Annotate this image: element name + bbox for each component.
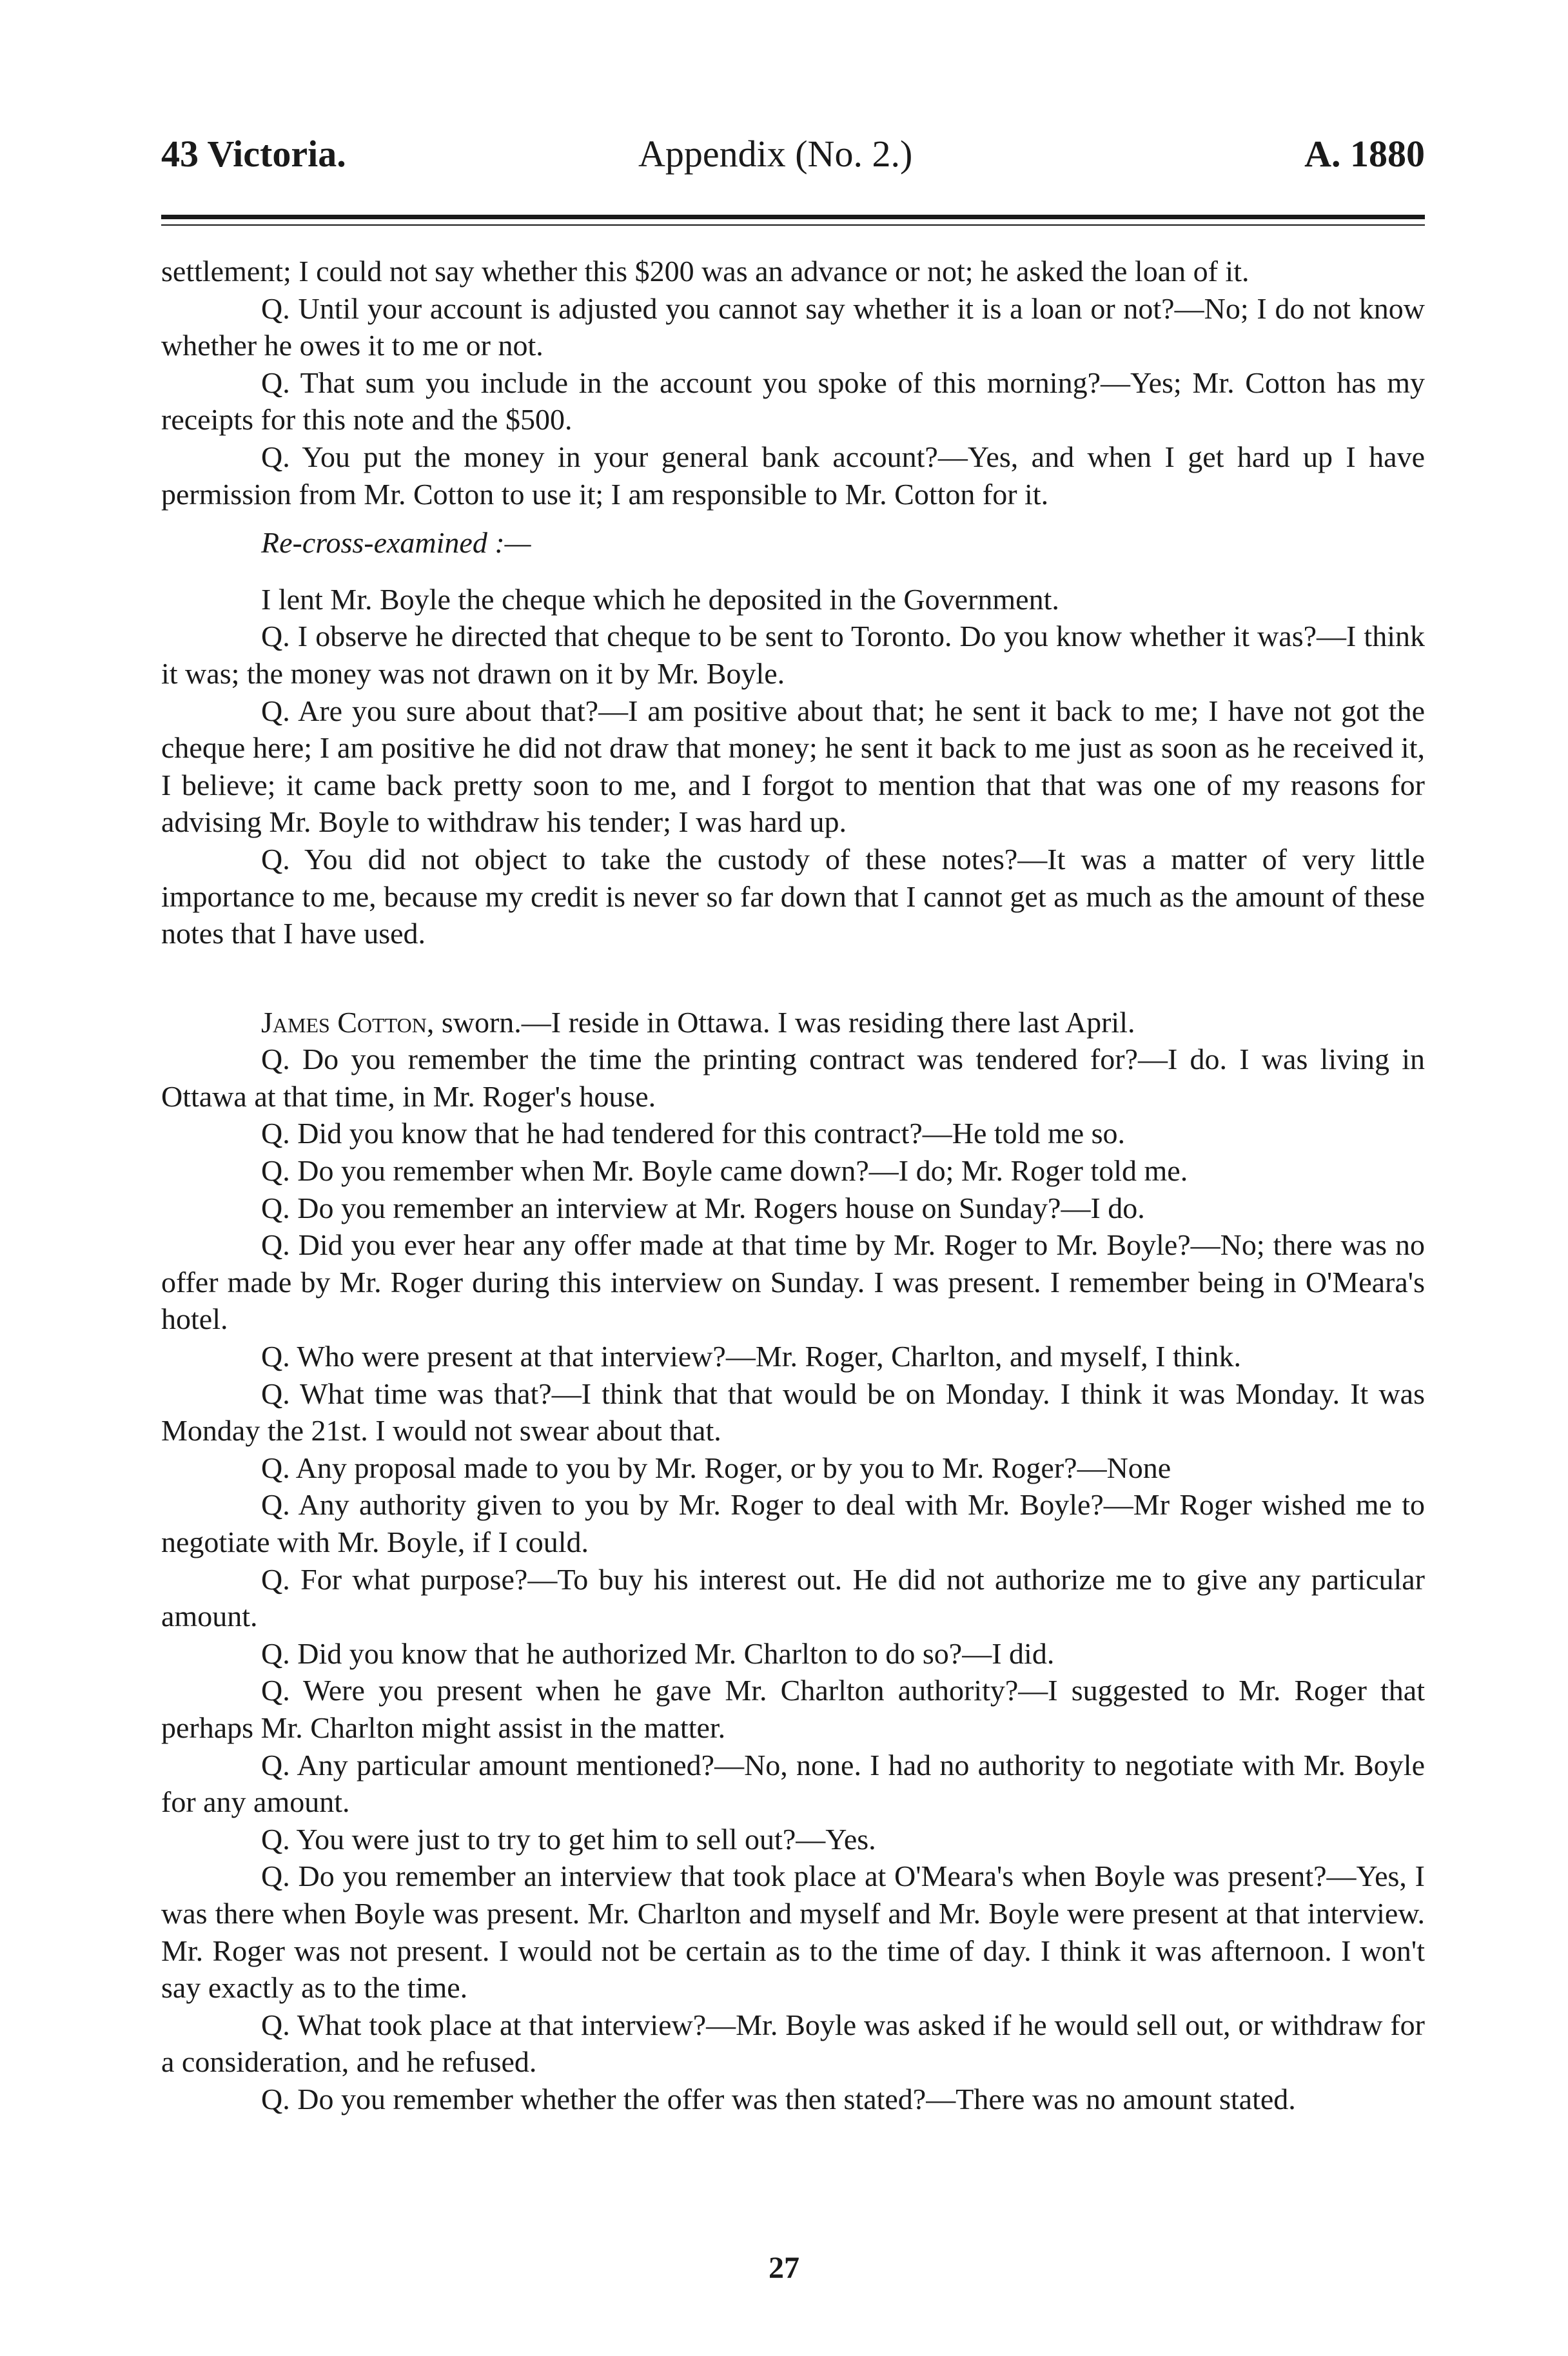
paragraph: Q. Until your account is adjusted you cannot say whether it is a loan or not?—No; I do not know whether he owes it to me or not. bbox=[161, 291, 1425, 362]
paragraph: Q. For what purpose?—To buy his interest out. He did not authorize me to give any particular amount. bbox=[161, 1562, 1425, 1633]
section-heading: Re-cross-examined :— bbox=[261, 526, 531, 560]
header-year: A. 1880 bbox=[1304, 133, 1425, 175]
paragraph: Q. What took place at that interview?—Mr. Boyle was asked if he would sell out, or withdraw for a consideration, and he refused. bbox=[161, 2008, 1425, 2079]
header-rule-thin bbox=[161, 224, 1425, 226]
page-number: 27 bbox=[769, 2251, 799, 2285]
paragraph: Q. Any proposal made to you by Mr. Roger, or by you to Mr. Roger?—None bbox=[261, 1451, 1171, 1484]
paragraph: Q. You were just to try to get him to sell out?—Yes. bbox=[261, 1822, 876, 1856]
header-appendix: Appendix (No. 2.) bbox=[638, 133, 913, 175]
witness-name: James Cotton bbox=[261, 1005, 427, 1039]
header-volume: 43 Victoria. bbox=[161, 133, 346, 175]
body-text bbox=[161, 253, 1425, 2118]
paragraph: Q. I observe he directed that cheque to be sent to Toronto. Do you know whether it was?—I think it was; the money was not drawn on it by Mr. Boyle. bbox=[161, 620, 1425, 690]
witness-paragraph bbox=[161, 1004, 1425, 1041]
paragraph: Q. Any particular amount mentioned?—No, none. I had no authority to negotiate with Mr. Boyle for any amount. bbox=[161, 1748, 1425, 1819]
header-rule-thick bbox=[161, 215, 1425, 219]
paragraph: settlement; I could not say whether this $200 was an advance or not; he asked the loan of it. bbox=[161, 255, 1250, 288]
paragraph: Q. Do you remember the time the printing contract was tendered for?—I do. I was living in Ottawa at that time, in Mr. Roger's house. bbox=[161, 1043, 1425, 1113]
paragraph: Q. Who were present at that interview?—Mr. Roger, Charlton, and myself, I think. bbox=[261, 1340, 1242, 1373]
paragraph: Q. Do you remember whether the offer was then stated?—There was no amount stated. bbox=[261, 2082, 1296, 2115]
paragraph: Q. Do you remember when Mr. Boyle came down?—I do; Mr. Roger told me. bbox=[261, 1154, 1188, 1188]
paragraph: I lent Mr. Boyle the cheque which he deposited in the Government. bbox=[261, 582, 1059, 616]
paragraph: Q. Did you ever hear any offer made at that time by Mr. Roger to Mr. Boyle?—No; there was no offer made by Mr. Roger during this interview on Sunday. I was present. I remember being in O'Meara's hotel. bbox=[161, 1228, 1425, 1336]
witness-statement: , sworn.—I reside in Ottawa. I was residing there last April. bbox=[426, 1005, 1135, 1039]
paragraph: Q. Did you know that he had tendered for this contract?—He told me so. bbox=[261, 1117, 1126, 1150]
paragraph: Q. Did you know that he authorized Mr. Charlton to do so?—I did. bbox=[261, 1636, 1055, 1670]
paragraph: Q. Any authority given to you by Mr. Roger to deal with Mr. Boyle?—Mr Roger wished me to negotiate with Mr. Boyle, if I could. bbox=[161, 1488, 1425, 1558]
paragraph: Q. What time was that?—I think that that would be on Monday. I think it was Monday. It was Monday the 21st. I would not swear about that. bbox=[161, 1377, 1425, 1448]
paragraph: Q. You put the money in your general bank account?—Yes, and when I get hard up I have permission from Mr. Cotton to use it; I am responsible to Mr. Cotton for it. bbox=[161, 440, 1425, 511]
running-header bbox=[161, 132, 1425, 190]
paragraph: Q. You did not object to take the custody of these notes?—It was a matter of very little importance to me, because my credit is never so far down that I cannot get as much as the amount of these notes that I have used. bbox=[161, 842, 1425, 950]
paragraph: Q. Are you sure about that?—I am positive about that; he sent it back to me; I have not got the cheque here; I am positive he did not draw that money; he sent it back to me just as soon as he received it, I believe; it came back pretty soon to me, and I forgot to mention that that was one of my reasons for advising Mr. Boyle to withdraw his tender; I was hard up. bbox=[161, 694, 1425, 839]
paragraph: Q. Do you remember an interview that took place at O'Meara's when Boyle was present?—Yes, I was there when Boyle was present. Mr. Charlton and myself and Mr. Boyle were present at that interview. Mr. Roger was not present. I would not be certain as to the time of day. I think it was afternoon. I won't say exactly as to the time. bbox=[161, 1860, 1425, 2005]
paragraph: Q. That sum you include in the account you spoke of this morning?—Yes; Mr. Cotton has my receipts for this note and the $500. bbox=[161, 366, 1425, 437]
paragraph: Q. Were you present when he gave Mr. Charlton authority?—I suggested to Mr. Roger that perhaps Mr. Charlton might assist in the matter. bbox=[161, 1674, 1425, 1744]
paragraph: Q. Do you remember an interview at Mr. Rogers house on Sunday?—I do. bbox=[261, 1191, 1145, 1224]
